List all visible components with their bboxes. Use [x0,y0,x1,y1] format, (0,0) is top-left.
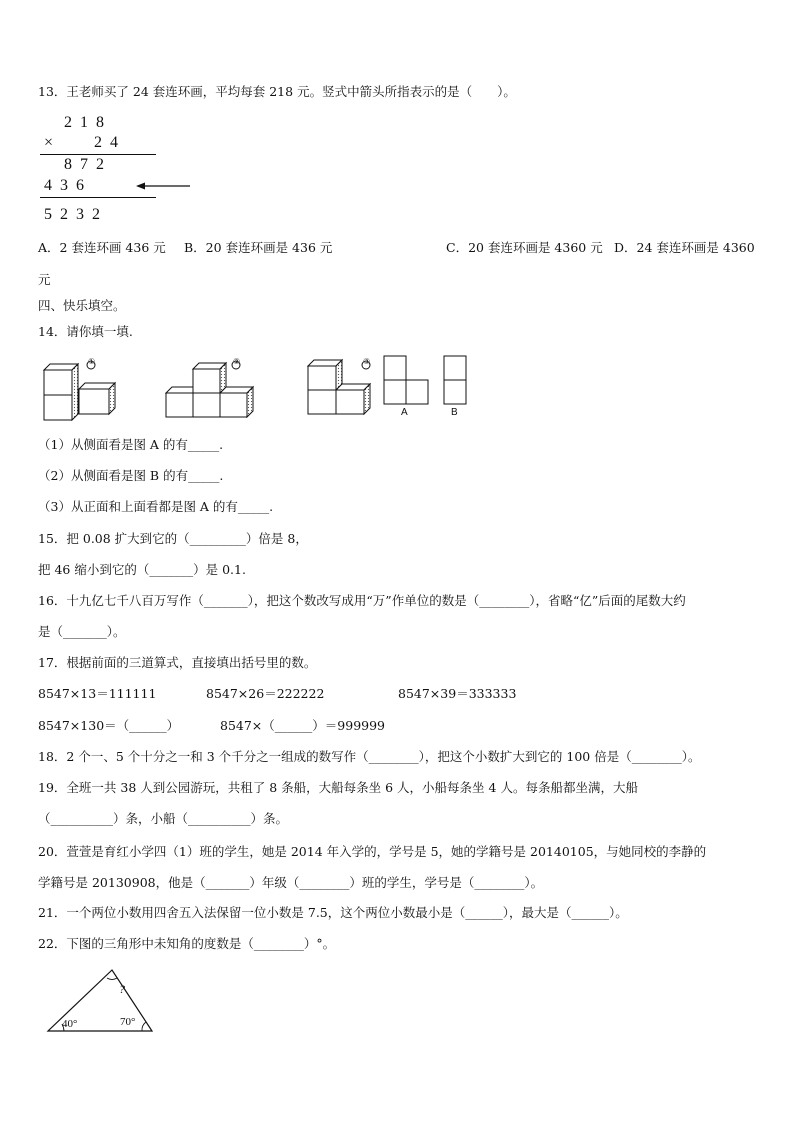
angle-70-label: 70° [120,1016,136,1028]
arrow-left-icon [136,181,196,191]
view-a-label: A [401,407,408,418]
q19-line-1: 19．全班一共 38 人到公园游玩，共租了 8 条船，大船每条坐 6 人，小船每条坐 4 人。每条船都坐满，大船 [38,780,638,795]
view-b-grid [444,356,466,404]
rule-line [40,197,156,198]
multiplier: 2 4 [94,134,120,151]
q20-line-2: 学籍号是 20130908，他是（_______）年级（________）班的学生，学号是（________）。 [38,875,544,890]
q13-option-a[interactable]: A．2 套连环画 436 元 [38,240,166,255]
q16-line-2: 是（_______）。 [38,624,126,639]
q17-eq-3: 8547×39＝333333 [398,686,517,701]
figure-3-cubes [308,360,370,414]
q17-eq-4: 8547×130＝（______） [38,718,180,733]
view-a-grid [384,356,428,404]
view-b-label: B [451,407,458,418]
q13-stem: 13．王老师买了 24 套连环画，平均每套 218 元。竖式中箭头所指表示的是（ ）。 [38,84,516,99]
q15-line-2: 把 46 缩小到它的（_______）是 0.1. [38,562,246,577]
figure-2-mark: ② [233,357,241,366]
section-title: 四、快乐填空。 [38,298,126,313]
q13-option-c[interactable]: C．20 套连环画是 4360 元 [446,240,603,255]
unknown-angle-label: ? [119,982,125,996]
figure-1-cubes [44,361,115,420]
q21-text: 21．一个两位小数用四舍五入法保留一位小数是 7.5，这个两位小数最小是（______），最大是（______）。 [38,905,628,920]
q14-stem: 14．请你填一填. [38,324,133,339]
figure-1-mark: ① [88,357,96,366]
figure-3-mark: ③ [363,357,371,366]
q14-sub-1: （1）从侧面看是图 A 的有_____. [38,437,224,452]
product: 5 2 3 2 [44,206,102,223]
q22-stem: 22．下图的三角形中未知角的度数是（________）°。 [38,936,336,951]
q17-eq-1: 8547×13＝111111 [38,686,157,701]
q16-line-1: 16．十九亿七千八百万写作（_______），把这个数改写成用“万”作单位的数是（________），省略“亿”后面的尾数大约 [38,593,686,608]
q17-eq-2: 8547×26＝222222 [206,686,325,701]
multiply-sign: × [44,134,54,151]
q13-option-d[interactable]: D．24 套连环画是 4360 [614,240,755,255]
q19-line-2: （__________）条，小船（__________）条。 [38,811,289,826]
multiplicand: 2 1 8 [64,114,106,131]
partial-product-1: 8 7 2 [64,156,106,173]
angle-40-label: 40° [62,1018,78,1030]
q17-eq-5: 8547×（______）＝999999 [220,718,386,733]
q15-line-1: 15．把 0.08 扩大到它的（_________）倍是 8， [38,531,308,546]
partial-product-2: 4 3 6 [44,177,86,194]
cube-figures [40,352,480,422]
rule-line [40,154,156,155]
q13-option-b[interactable]: B．20 套连环画是 436 元 [184,240,333,255]
q13-option-d-tail: 元 [38,272,51,287]
q17-stem: 17．根据前面的三道算式，直接填出括号里的数。 [38,655,317,670]
q14-sub-2: （2）从侧面看是图 B 的有_____. [38,468,224,483]
figure-2-cubes [166,361,253,417]
q14-sub-3: （3）从正面和上面看都是图 A 的有_____. [38,499,274,514]
q18-text: 18．2 个一、5 个十分之一和 3 个千分之一组成的数写作（________），把这个小数扩大到它的 100 倍是（________）。 [38,749,701,764]
q20-line-1: 20．萱萱是育红小学四（1）班的学生，她是 2014 年入学的，学号是 5，她的学籍号是 20140105，与她同校的李静的 [38,844,707,859]
